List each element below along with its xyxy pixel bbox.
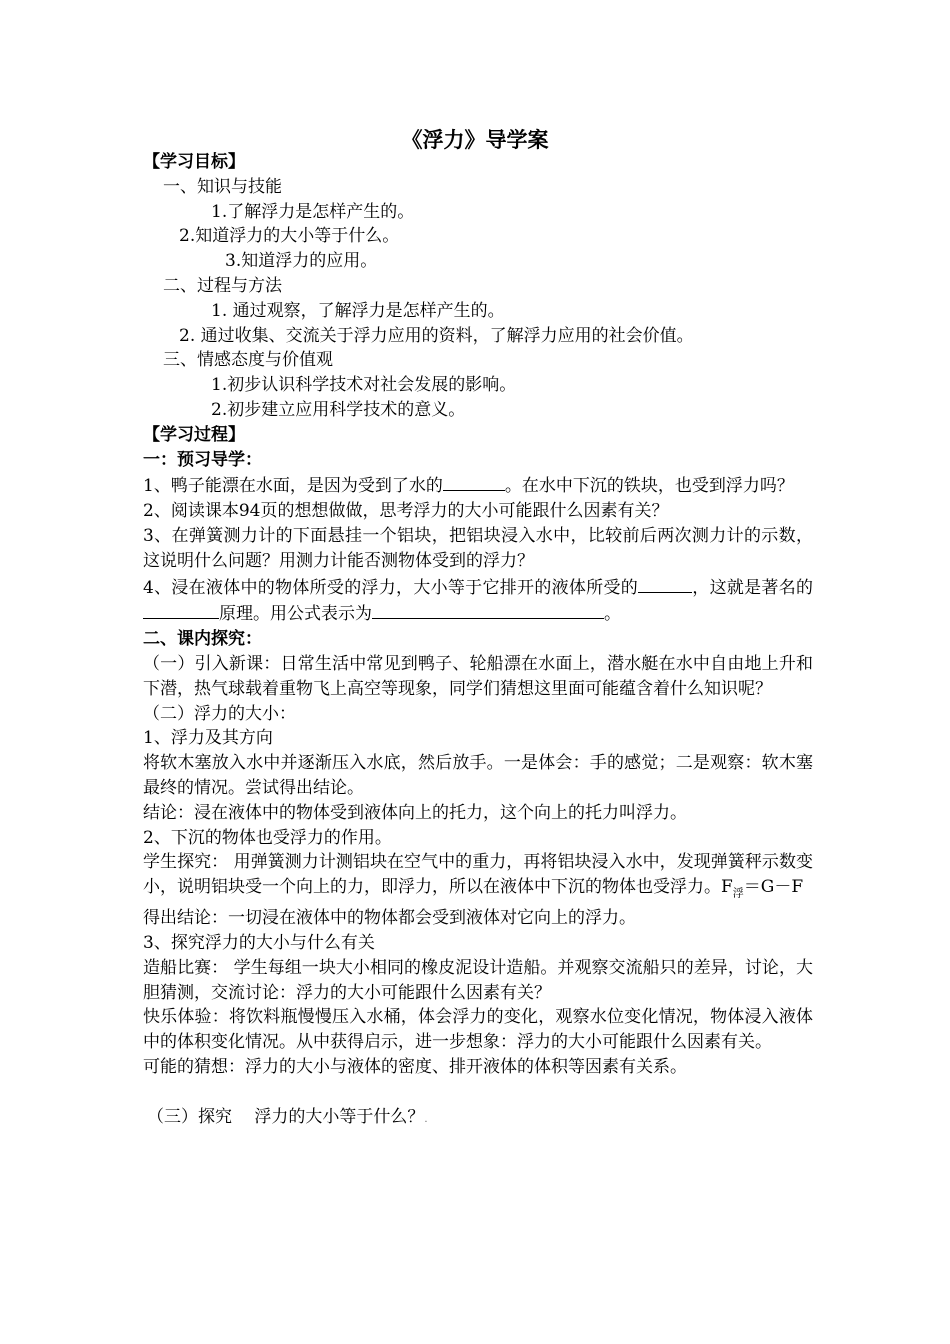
paragraph-text: 学生探究： 用弹簧测力计测铝块在空气中的重力，再将铝块浸入水中，发现弹簧秤示数变小，说明铝块受一个向上的力，即浮力，所以在液体中下沉的物体也受浮力。F [143,852,813,898]
question-4-text-b: ，这就是著名的 [692,577,813,598]
conclusion: 结论：浸在液体中的物体受到液体向上的托力，这个向上的托力叫浮力。 [143,802,687,823]
section-knowledge: 一、知识与技能 [163,176,282,197]
conclusion: 得出结论：一切浸在液体中的物体都会受到液体对它向上的浮力。 [143,908,636,929]
part-3-heading [143,1105,813,1130]
question-4-text-a: 4、浸在液体中的物体所受的浮力，大小等于它排开的液体所受的 [143,577,639,598]
goal-item: 2. 通过收集、交流关于浮力应用的资料，了解浮力应用的社会价值。 [179,325,694,346]
question-4-text-d: 。 [604,604,621,625]
process-heading: 【学习过程】 [143,424,245,445]
subscript: 浮 [732,886,744,900]
paragraph: 快乐体验：将饮料瓶慢慢压入水桶，体会浮力的变化，观察水位变化情况，物体浸入液体中的体积变化情况。从中获得启示，进一步想象：浮力的大小可能跟什么因素有关。 [143,1007,813,1053]
goal-item: 1.了解浮力是怎样产生的。 [211,201,415,222]
question-1 [143,472,813,499]
answer-blank[interactable] [143,600,219,619]
subsection-title: 1、浮力及其方向 [143,728,273,749]
answer-blank[interactable] [372,600,604,619]
paragraph: 造船比赛： 学生每组一块大小相同的橡皮泥设计造船。并观察交流船只的差异，讨论，大胆猜测，交流讨论：浮力的大小可能跟什么因素有关？ [143,957,813,1003]
question-1-text-a: 1、鸭子能漂在水面，是因为受到了水的 [143,476,443,497]
question-2: 2、阅读课本94页的想想做做，思考浮力的大小可能跟什么因素有关？ [143,501,669,522]
intro-paragraph: （一）引入新课：日常生活中常见到鸭子、轮船漂在水面上，潜水艇在水中自由地上升和下潜，热气球载着重物飞上高空等现象，同学们猜想这里面可能蕴含着什么知识呢？ [143,653,813,699]
spacer [143,1080,813,1105]
subsection-title: 2、下沉的物体也受浮力的作用。 [143,827,392,848]
preview-heading: 一：预习导学： [143,449,262,470]
part-3-text: （三）探究 浮力的大小等于什么？ [147,1106,425,1127]
question-4-text-c: 原理。用公式表示为 [219,604,372,625]
dot-mark: . [424,1113,428,1125]
paragraph: 将软木塞放入水中并逐渐压入水底，然后放手。一是体会：手的感觉；二是观察：软木塞最终的情况。尝试得出结论。 [143,753,813,798]
goal-item: 1.初步认识科学技术对社会发展的影响。 [211,375,517,396]
document-body [143,150,813,1129]
size-heading: （二）浮力的大小： [143,703,296,724]
guess: 可能的猜想：浮力的大小与液体的密度、排开液体的体积等因素有关系。 [143,1057,687,1078]
section-attitude: 三、情感态度与价值观 [163,350,333,371]
goals-heading: 【学习目标】 [143,152,245,172]
paragraph [143,850,813,906]
section-process: 二、过程与方法 [163,275,282,296]
goal-item: 1. 通过观察，了解浮力是怎样产生的。 [211,300,505,321]
answer-blank[interactable] [638,574,692,593]
class-heading: 二、课内探究： [143,629,262,650]
answer-blank[interactable] [443,472,505,491]
question-3: 3、在弹簧测力计的下面悬挂一个铝块，把铝块浸入水中，比较前后两次测力计的示数，这说明什么问题？用测力计能否测物体受到的浮力？ [143,525,813,571]
goal-item: 2.初步建立应用科学技术的意义。 [211,399,466,420]
question-4 [143,574,813,628]
goal-item: 3.知道浮力的应用。 [225,251,378,272]
subsection-title: 3、探究浮力的大小与什么有关 [143,933,375,954]
document-title: 《浮力》导学案 [401,128,549,152]
formula: ＝G－F [743,877,804,898]
goal-item: 2.知道浮力的大小等于什么。 [179,226,400,247]
question-1-text-b: 。在水中下沉的铁块，也受到浮力吗？ [504,476,794,497]
